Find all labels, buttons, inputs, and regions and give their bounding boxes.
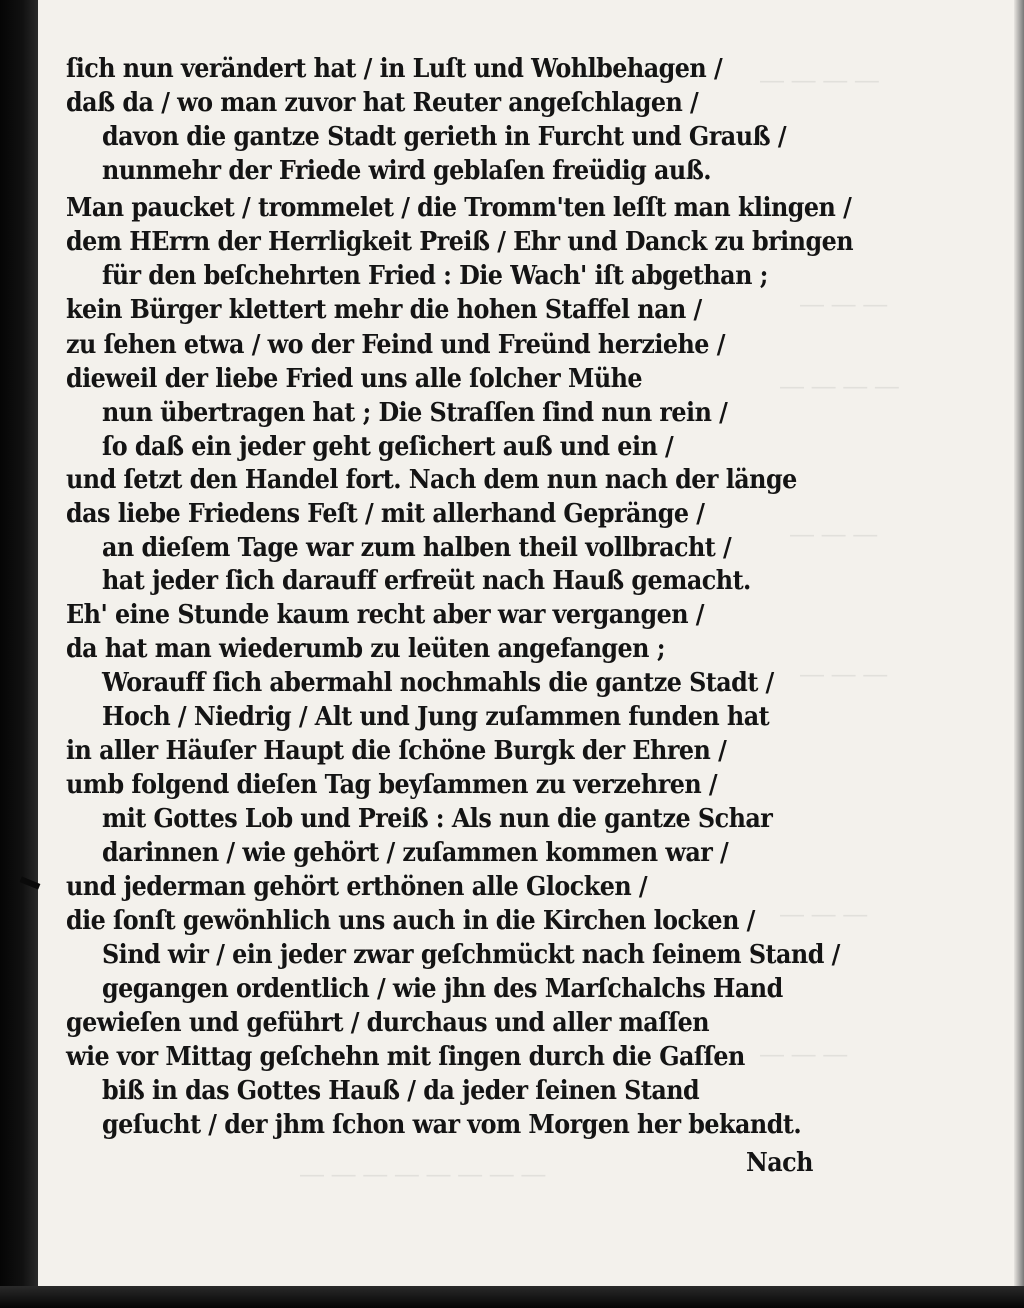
- text-line: darinnen / wie gehört / zuſammen kommen war /: [102, 837, 729, 868]
- text-line: ſich nun verändert hat / in Luſt und Wohlbehagen /: [66, 53, 723, 84]
- scan-border-left: [0, 0, 38, 1308]
- text-line: und jederman gehört erthönen alle Glocken /: [66, 871, 648, 902]
- text-line: dieweil der liebe Fried uns alle ſolcher Mühe: [66, 363, 643, 394]
- text-line: gewieſen und geführt / durchaus und aller maſſen: [66, 1007, 710, 1038]
- text-line: geſucht / der jhm ſchon war vom Morgen her bekandt.: [102, 1109, 802, 1140]
- text-line: nun übertragen hat ; Die Straſſen ſind nun rein /: [102, 397, 728, 428]
- scan-border-bottom: [0, 1286, 1024, 1308]
- text-line: in aller Häuſer Haupt die ſchöne Burgk der Ehren /: [66, 735, 727, 766]
- text-line: für den beſchehrten Fried : Die Wach' iſt abgethan ;: [102, 260, 768, 291]
- scan-border-right: [1014, 0, 1024, 1308]
- text-line: ſo daß ein jeder geht geſichert auß und ein /: [102, 431, 674, 462]
- text-line: Worauff ſich abermahl nochmahls die gantze Stadt /: [102, 667, 774, 698]
- catchword: Nach: [746, 1147, 813, 1178]
- text-line: gegangen ordentlich / wie jhn des Marſchalchs Hand: [102, 973, 783, 1004]
- text-line: umb folgend dieſen Tag beyſammen zu verzehren /: [66, 769, 718, 800]
- text-line: das liebe Friedens Feſt / mit allerhand Gepränge /: [66, 498, 705, 529]
- text-line: dem HErrn der Herrligkeit Preiß / Ehr und Danck zu bringen: [66, 226, 854, 257]
- text-line: und ſetzt den Handel fort. Nach dem nun nach der länge: [66, 464, 797, 495]
- text-line: nunmehr der Friede wird geblaſen freüdig auß.: [102, 155, 712, 186]
- text-line: Man paucket / trommelet / die Tromm'ten leſſt man klingen /: [66, 192, 852, 223]
- text-line: biß in das Gottes Hauß / da jeder ſeinen Stand: [102, 1075, 700, 1106]
- text-line: davon die gantze Stadt gerieth in Furcht und Grauß /: [102, 121, 787, 152]
- text-line: Hoch / Niedrig / Alt und Jung zuſammen funden hat: [102, 701, 770, 732]
- text-line: kein Bürger klettert mehr die hohen Staffel nan /: [66, 294, 702, 325]
- text-line: hat jeder ſich darauff erfreüt nach Hauß gemacht.: [102, 565, 751, 596]
- show-through-texture: ― ― ― ― ― ― ― ― ― ― ― ― ― ― ― ― ― ― ― ― ― ― ― ― ― ― ― ― ― ― ―: [300, 66, 899, 1188]
- text-line: die ſonſt gewönhlich uns auch in die Kirchen locken /: [66, 905, 755, 936]
- text-line: Eh' eine Stunde kaum recht aber war vergangen /: [66, 599, 704, 630]
- text-line: zu ſehen etwa / wo der Feind und Freünd herziehe /: [66, 329, 725, 360]
- text-line: Sind wir / ein jeder zwar geſchmückt nach ſeinem Stand /: [102, 939, 840, 970]
- text-line: da hat man wiederumb zu leüten angefangen ;: [66, 633, 665, 664]
- text-line: wie vor Mittag geſchehn mit ſingen durch die Gaſſen: [66, 1041, 745, 1072]
- text-line: mit Gottes Lob und Preiß : Als nun die gantze Schar: [102, 803, 773, 834]
- text-line: daß da / wo man zuvor hat Reuter angeſchlagen /: [66, 87, 699, 118]
- text-line: an dieſem Tage war zum halben theil vollbracht /: [102, 532, 732, 563]
